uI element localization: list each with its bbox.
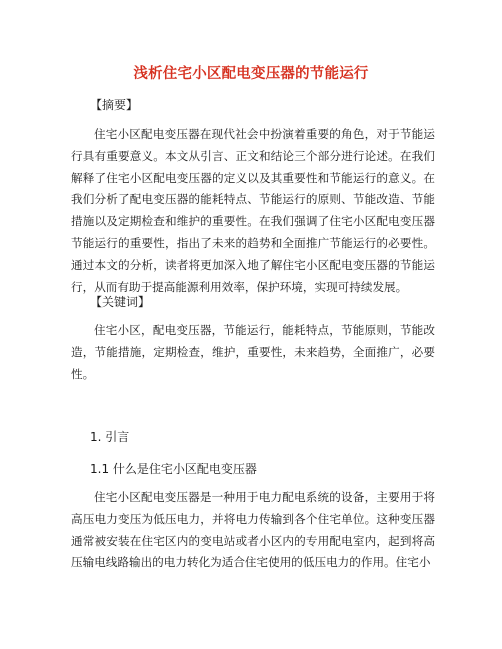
keywords-paragraph: 住宅小区，配电变压器，节能运行，能耗特点，节能原则，节能改造，节能措施，定期检查，维护，重要性，未来趋势，全面推广，必要性。 bbox=[71, 323, 435, 381]
abstract-paragraph: 住宅小区配电变压器在现代社会中扮演着重要的角色，对于节能运行具有重要意义。本文从引言、正文和结论三个部分进行论述。在我们解释了住宅小区配电变压器的定义以及其重要性和节能运行的意义。在我们分析了配电变压器的能耗特点、节能运行的原则、节能改造、节能措施以及定期检查和维护的重要性。在我们强调了住宅小区配电变压器节能运行的重要性，指出了未来的趋势和全面推广节能运行的必要性。通过本文的分析，读者将更加深入地了解住宅小区配电变压器的节能运行，从而有助于提高能源利用效率，保护环境，实现可持续发展。 bbox=[71, 127, 435, 294]
section-1-heading: 1. 引言 bbox=[90, 430, 130, 444]
abstract-heading: 【摘要】 bbox=[90, 98, 139, 112]
section-1-1-heading: 1.1 什么是住宅小区配电变压器 bbox=[90, 462, 257, 476]
document-title: 浅析住宅小区配电变压器的节能运行 bbox=[133, 66, 369, 82]
keywords-heading: 【关键词】 bbox=[90, 295, 151, 309]
section-1-1-paragraph: 住宅小区配电变压器是一种用于电力配电系统的设备，主要用于将高压电力变压为低压电力，并将电力传输到各个住宅单位。这种变压器通常被安装在住宅区内的变电站或者小区内的专用配电室内，起到将高压输电线路输出的电力转化为适合住宅使用的低压电力的作用。住宅小 bbox=[71, 490, 435, 570]
